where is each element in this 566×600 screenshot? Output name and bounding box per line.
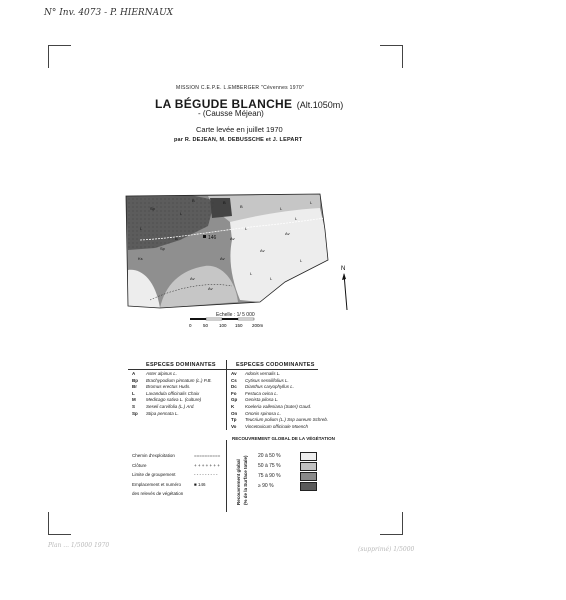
species-row: [132, 371, 177, 376]
species-code: Vo: [231, 423, 237, 429]
vegetation-map: [120, 190, 360, 315]
species-row: [231, 404, 311, 409]
zone-label: Av: [230, 236, 235, 241]
species-name: Koeleria vallesiana (Suter) Gaud.: [245, 404, 312, 409]
species-name: Adonis vernalis L.: [245, 371, 281, 376]
zone-label: Av: [260, 248, 265, 253]
species-code: M: [132, 397, 136, 403]
crop-mark-bottom-right: [380, 512, 403, 535]
cover-divider: [226, 440, 227, 512]
zone-label: Av: [220, 256, 225, 261]
species-name: Stipa pennata L.: [146, 410, 179, 416]
species-name: Dianthus caryophyllus L.: [245, 384, 295, 390]
species-row: [231, 371, 281, 376]
cover-axis-label: [236, 459, 241, 505]
species-code: Bp: [132, 377, 138, 383]
crop-mark-top-right: [380, 45, 403, 68]
map-subtitle: - (Causse Méjean): [198, 109, 264, 118]
species-name: Bromus erectus Huds.: [146, 384, 191, 390]
species-code: Cs: [231, 377, 237, 383]
species-row: [231, 424, 308, 429]
species-row: [132, 397, 201, 402]
species-code: Gp: [231, 397, 238, 403]
releve-marker: [203, 235, 206, 238]
species-name: Vincetoxicum officinale Moench: [245, 423, 308, 429]
dominant-species-title: ESPECES DOMINANTES: [146, 362, 216, 368]
cover-class-label: 50 à 75 %: [258, 463, 281, 469]
zone-label: Av: [208, 286, 213, 291]
north-arrow-shaft: [344, 274, 347, 310]
zone-label: Ks: [138, 256, 143, 261]
scale-tick-0: 0: [189, 323, 192, 328]
scale-tick-3: 150: [235, 323, 243, 328]
species-row: [132, 411, 179, 416]
legend-divider: [226, 360, 227, 430]
scale-label: Echelle : 1/ 5 000: [216, 312, 255, 318]
scale-bar: [184, 316, 274, 330]
cover-class-label: ≥ 90 %: [258, 483, 274, 489]
north-arrow: [336, 262, 352, 312]
cover-class-label: 20 à 50 %: [258, 453, 281, 459]
zone-label: L: [180, 211, 183, 216]
species-code: S: [132, 404, 136, 409]
species-code: On: [231, 410, 238, 416]
symbol-mark: ■ 146: [194, 481, 206, 487]
species-row: [132, 378, 212, 383]
symbol-label: Limite de groupement: [132, 472, 176, 477]
zone-label: B: [192, 198, 195, 203]
zone-label: Av: [190, 276, 195, 281]
species-code: A: [132, 371, 136, 376]
species-code: Av: [231, 371, 237, 376]
symbol-label: des relevés de végétation: [132, 491, 184, 496]
zone-label: L: [300, 258, 303, 263]
zone-label: L: [245, 226, 248, 231]
cover-title: RECOUVREMENT GLOBAL DE LA VÉGÉTATION: [232, 436, 335, 441]
scale-tick-4: 200m: [252, 323, 264, 328]
symbol-row: [132, 482, 205, 487]
zone-label: L: [140, 226, 143, 231]
zone-label: B: [223, 200, 226, 205]
symbol-label: Emplacement et numéro: [132, 481, 182, 487]
symbol-mark: + + + + + + +: [194, 462, 220, 468]
species-name: Seseli carvifolia (L.) Ard.: [146, 404, 195, 409]
cover-class-swatch: [300, 462, 317, 471]
zone-label: Av: [285, 231, 290, 236]
species-name: Teucrium polium (L.) Ssp aureum Schreb.: [245, 417, 329, 423]
scale-tick-1: 50: [203, 323, 209, 328]
species-row: [231, 378, 289, 383]
zone-label: L: [250, 271, 253, 276]
species-code: L: [132, 390, 135, 396]
zone-label: B: [240, 204, 243, 209]
cover-class-swatch: [300, 472, 317, 481]
symbol-mark: ==========: [194, 453, 221, 458]
species-row: [231, 411, 281, 416]
north-arrow-head: [342, 273, 346, 280]
species-name: Festuca ovina L.: [245, 390, 279, 396]
footer-left-note: Plan ... 1/5000 1970: [48, 542, 110, 549]
species-code: K: [231, 404, 235, 409]
zone-label: L: [270, 276, 273, 281]
altitude-label: (Alt.1050m): [296, 100, 344, 110]
species-name: Aster alpinus L.: [146, 371, 178, 376]
species-row: [132, 391, 199, 396]
zone-label: L: [295, 216, 298, 221]
species-row: [231, 417, 328, 422]
species-name: Brachypodium pinnatum (L.) P.B.: [146, 377, 212, 383]
cover-class-swatch: [300, 482, 317, 491]
legend-rule: [128, 369, 318, 370]
crop-mark-bottom-left: [48, 512, 71, 535]
species-name: Genista pilosa L.: [245, 397, 279, 403]
scale-tick-2: 100: [219, 323, 227, 328]
map-authors: par R. DEJEAN, M. DEBUSSCHE et J. LEPART: [174, 137, 303, 143]
codominant-species-title: ESPECES CODOMINANTES: [236, 362, 315, 368]
zone-label: L: [310, 200, 313, 205]
species-code: Tp: [231, 417, 237, 423]
cover-axis-line2: (% de la Surface totale): [243, 455, 248, 505]
species-row: [231, 391, 278, 396]
symbol-row: [132, 453, 220, 458]
zone-label: L: [280, 206, 283, 211]
zone-label: B: [175, 236, 178, 241]
species-code: Sp: [132, 410, 138, 416]
map-caption: Carte levée en juillet 1970: [196, 125, 283, 134]
cover-axis-label-2: [243, 455, 248, 505]
symbol-row: [132, 491, 194, 496]
species-row: [132, 404, 195, 409]
symbol-label: Chemin d'exploitation: [132, 453, 175, 458]
releve-label: 146: [208, 235, 217, 241]
species-name: Medicago sativa L. (culture): [146, 397, 202, 403]
zone-label: Sp: [160, 246, 165, 251]
species-row: [231, 384, 294, 389]
symbol-row: [132, 472, 218, 477]
cover-class-label: 75 à 90 %: [258, 473, 281, 479]
species-code: Fo: [231, 390, 237, 396]
symbol-mark: - - - - - - - - -: [194, 472, 218, 477]
map-title-text: LA BÉGUDE BLANCHE: [155, 97, 293, 111]
inventory-label: N° Inv. 4073 - P. HIERNAUX: [44, 8, 174, 18]
symbol-row: [132, 463, 220, 468]
species-code: Br: [132, 384, 138, 390]
crop-mark-top-left: [48, 45, 71, 68]
zone-label: Sp: [150, 206, 155, 211]
species-code: Dc: [231, 384, 237, 390]
species-row: [231, 397, 279, 402]
cover-axis-line1: Recouvrement global: [236, 459, 241, 505]
north-label: N: [341, 266, 346, 272]
symbol-label: Clôture: [132, 462, 147, 468]
cover-class-swatch: [300, 452, 317, 461]
species-name: Ononis spinosa L.: [245, 410, 282, 416]
species-row: [132, 384, 191, 389]
mission-label: MISSION C.E.P.E. L.EMBERGER "Cévennes 1970": [176, 85, 305, 91]
species-name: Lavandula officinalis Chaix: [146, 390, 200, 396]
footer-right-note: (supprimé) 1/5000: [358, 546, 415, 553]
zone-very-light-cover-east: [230, 208, 328, 302]
species-name: Cytisus sessilifolius L.: [245, 377, 289, 383]
